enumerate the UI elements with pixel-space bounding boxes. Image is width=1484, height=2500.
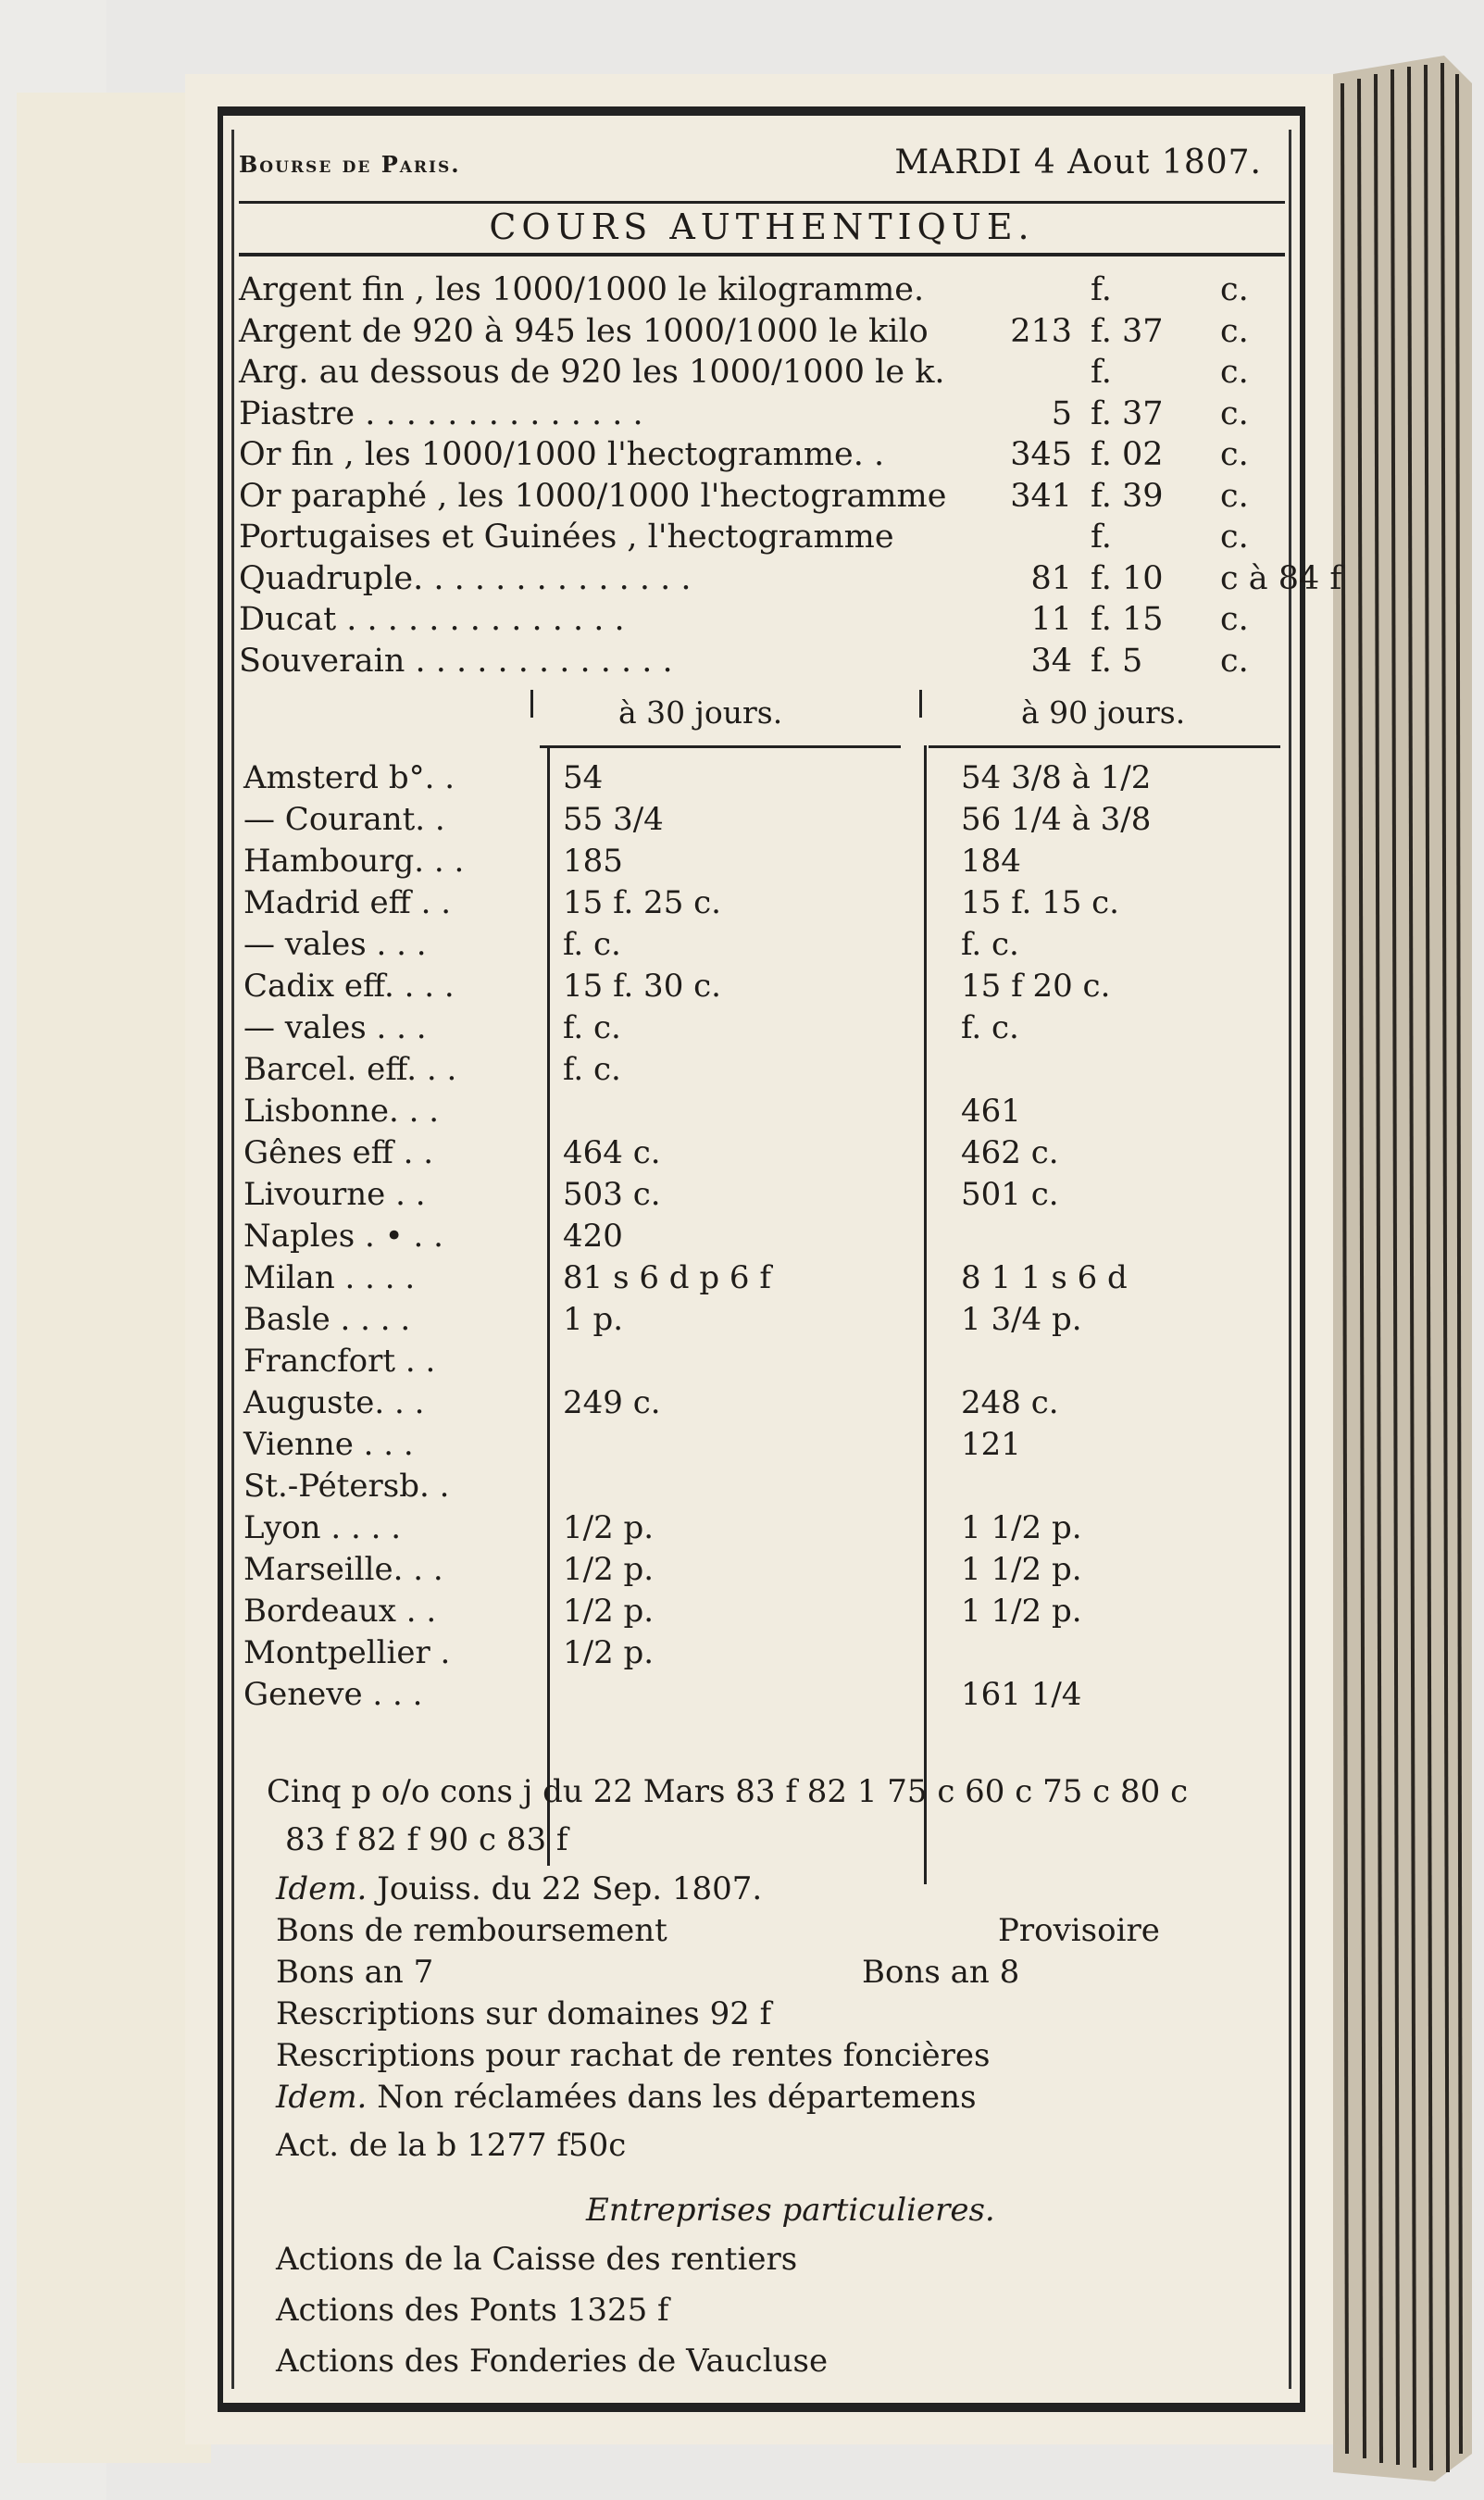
- metal-row: [239, 559, 1342, 601]
- metal-label: Quadruple. . . . . . . . . . . . . .: [239, 559, 692, 597]
- exchange-row: [239, 1218, 1285, 1258]
- rate-90-jours: f. c.: [961, 926, 1019, 963]
- bons-an-8: Bons an 8: [862, 1954, 1020, 1991]
- metal-row: [239, 395, 1285, 436]
- metal-label: Or paraphé , les 1000/1000 l'hectogramme: [239, 477, 947, 515]
- exchange-place: Montpellier .: [243, 1634, 451, 1671]
- metal-row: [239, 354, 1285, 394]
- metal-label: Ducat . . . . . . . . . . . . . .: [239, 601, 625, 638]
- header-rule: [239, 201, 1285, 204]
- bons-an-7: Bons an 7: [276, 1954, 434, 1991]
- exchange-row: [239, 1426, 1285, 1467]
- exchange-row: [239, 1301, 1285, 1342]
- metal-label: Portugaises et Guinées , l'hectogramme: [239, 519, 894, 556]
- exchange-place: Auguste. . .: [243, 1384, 425, 1421]
- exchange-row: [239, 759, 1285, 800]
- idem-label: Idem.: [276, 1870, 368, 1907]
- exchange-row: [239, 1134, 1285, 1175]
- metal-centimes: c.: [1220, 271, 1249, 308]
- exchange-row: [239, 1676, 1285, 1717]
- rate-30-jours: 464 c.: [563, 1134, 661, 1171]
- rate-90-jours: 461: [961, 1093, 1021, 1130]
- exchange-place: Gênes eff . .: [243, 1134, 434, 1171]
- rate-90-jours: 15 f 20 c.: [961, 968, 1111, 1005]
- metal-centimes: c.: [1220, 394, 1249, 432]
- idem-text: Jouiss. du 22 Sep. 1807.: [377, 1870, 763, 1907]
- metal-row: [239, 271, 1285, 312]
- exchange-place: Lisbonne. . .: [243, 1093, 440, 1130]
- metal-row: [239, 313, 1285, 354]
- rate-30-jours: 55 3/4: [563, 801, 664, 838]
- rate-30-jours: 1/2 p.: [563, 1634, 655, 1671]
- rate-30-jours: f. c.: [563, 926, 621, 963]
- metal-centimes: c.: [1220, 312, 1249, 350]
- rate-30-jours: f. c.: [563, 1009, 621, 1046]
- rate-90-jours: 161 1/4: [961, 1676, 1082, 1713]
- col-divider-top-mid: [919, 690, 922, 718]
- idem2-text: Non réclamées dans les départemens: [377, 2079, 977, 2116]
- metal-label: Argent de 920 à 945 les 1000/1000 le kilo: [239, 312, 929, 350]
- metal-francs: f. 37: [1091, 394, 1164, 432]
- metal-amount: 213: [1010, 312, 1072, 350]
- actions-fonderies: Actions des Fonderies de Vaucluse: [276, 2343, 829, 2380]
- exchange-place: Marseille. . .: [243, 1551, 443, 1588]
- metal-francs: f. 02: [1091, 436, 1164, 473]
- rate-90-jours: 248 c.: [961, 1384, 1059, 1421]
- exchange-place: Bordeaux . .: [243, 1593, 437, 1630]
- exchange-place: Geneve . . .: [243, 1676, 423, 1713]
- exchange-row: [239, 1343, 1285, 1383]
- header-date: MARDI 4 Aout 1807.: [894, 144, 1262, 181]
- actions-caisse: Actions de la Caisse des rentiers: [276, 2241, 798, 2278]
- rate-30-jours: 15 f. 30 c.: [563, 968, 721, 1005]
- rate-90-jours: 462 c.: [961, 1134, 1059, 1171]
- col-30-jours: à 30 jours.: [618, 694, 783, 731]
- metal-centimes: c.: [1220, 436, 1249, 473]
- metal-amount: 5: [1051, 394, 1072, 432]
- idem-jouiss: [276, 1870, 762, 1907]
- page-title: COURS AUTHENTIQUE.: [489, 206, 1035, 247]
- exchange-place: Barcel. eff. . .: [243, 1051, 457, 1088]
- actions-ponts: Actions des Ponts 1325 f: [276, 2292, 669, 2329]
- metal-francs: f.: [1091, 354, 1112, 391]
- col-90-jours: à 90 jours.: [1021, 694, 1186, 731]
- idem2-label: Idem.: [276, 2079, 368, 2116]
- rate-90-jours: 121: [961, 1426, 1021, 1463]
- metal-francs: f. 5: [1091, 642, 1143, 680]
- rate-30-jours: 420: [563, 1218, 623, 1255]
- rate-90-jours: 1 1/2 p.: [961, 1593, 1082, 1630]
- rate-30-jours: 503 c.: [563, 1176, 661, 1213]
- metal-amount: 34: [1030, 642, 1072, 680]
- metal-label: Arg. au dessous de 920 les 1000/1000 le k.: [239, 354, 945, 391]
- adjacent-page: [17, 93, 211, 2463]
- metal-label: Piastre . . . . . . . . . . . . . .: [239, 394, 643, 432]
- metal-centimes: c.: [1220, 601, 1249, 638]
- exchange-row: [239, 926, 1285, 967]
- rescriptions-rachat: Rescriptions pour rachat de rentes foncières: [276, 2037, 991, 2074]
- metal-francs: f.: [1091, 271, 1112, 308]
- exchange-row: [239, 1509, 1285, 1550]
- header-left: Bourse de Paris.: [239, 151, 461, 178]
- rate-30-jours: 185: [563, 843, 623, 880]
- exchange-row: [239, 1051, 1285, 1092]
- metal-row: [239, 643, 1285, 683]
- bons-remboursement: Bons de remboursement: [276, 1912, 667, 1949]
- exchange-row: [239, 968, 1285, 1008]
- exchange-place: Hambourg. . .: [243, 843, 465, 880]
- exchange-place: Milan . . . .: [243, 1259, 416, 1296]
- rate-30-jours: 249 c.: [563, 1384, 661, 1421]
- exchange-row: [239, 843, 1285, 883]
- exchange-row: [239, 801, 1285, 842]
- exchange-row: [239, 1384, 1285, 1425]
- rate-30-jours: 1 p.: [563, 1301, 624, 1338]
- exchange-place: — Courant. .: [243, 801, 445, 838]
- rate-90-jours: f. c.: [961, 1009, 1019, 1046]
- actions-banque: Act. de la b 1277 f50c: [276, 2127, 627, 2164]
- rescriptions-domaines: Rescriptions sur domaines 92 f: [276, 1995, 772, 2032]
- exchange-row: [239, 1551, 1285, 1592]
- metal-centimes: c.: [1220, 354, 1249, 391]
- exchange-place: Madrid eff . .: [243, 884, 452, 921]
- exchange-row: [239, 1259, 1285, 1300]
- exchange-place: — vales . . .: [243, 926, 427, 963]
- metal-row: [239, 601, 1285, 642]
- exchange-place: Livourne . .: [243, 1176, 426, 1213]
- rate-30-jours: 81 s 6 d p 6 f: [563, 1259, 771, 1296]
- metal-francs: f.: [1091, 519, 1112, 556]
- exchange-row: [239, 1593, 1285, 1633]
- metal-francs: f. 15: [1091, 601, 1164, 638]
- metal-amount: 345: [1010, 436, 1072, 473]
- exchange-row: [239, 884, 1285, 925]
- funds-line-2: 83 f 82 f 90 c 83 f: [285, 1821, 568, 1858]
- exchange-row: [239, 1634, 1285, 1675]
- metal-centimes: c.: [1220, 642, 1249, 680]
- metal-label: Or fin , les 1000/1000 l'hectogramme. .: [239, 436, 885, 473]
- rate-90-jours: 1 1/2 p.: [961, 1509, 1082, 1546]
- rate-30-jours: 1/2 p.: [563, 1551, 655, 1588]
- col-divider-top-left: [530, 690, 533, 718]
- rate-90-jours: 501 c.: [961, 1176, 1059, 1213]
- metal-amount: 81: [1030, 559, 1072, 597]
- metal-centimes: c à 84 f: [1220, 559, 1342, 597]
- idem-non-reclamees: [276, 2079, 977, 2116]
- rate-30-jours: 1/2 p.: [563, 1509, 655, 1546]
- rate-30-jours: 54: [563, 759, 604, 796]
- metal-row: [239, 478, 1285, 519]
- metal-amount: 11: [1030, 601, 1072, 638]
- exchange-place: Naples . • . .: [243, 1218, 443, 1255]
- rate-90-jours: 1 3/4 p.: [961, 1301, 1082, 1338]
- rate-30-jours: f. c.: [563, 1051, 621, 1088]
- exchange-row: [239, 1176, 1285, 1217]
- col90-rule: [929, 745, 1280, 748]
- rate-90-jours: 56 1/4 à 3/8: [961, 801, 1152, 838]
- title-rule: [239, 253, 1285, 256]
- provisoire: Provisoire: [998, 1912, 1160, 1949]
- metal-amount: 341: [1010, 477, 1072, 515]
- metal-label: Souverain . . . . . . . . . . . . .: [239, 642, 673, 680]
- col30-rule: [540, 745, 901, 748]
- metal-row: [239, 519, 1285, 559]
- funds-line-1: Cinq p o/o cons j du 22 Mars 83 f 82 1 75 c 60 c 75 c 80 c: [267, 1773, 1189, 1810]
- metal-francs: f. 39: [1091, 477, 1164, 515]
- metal-centimes: c.: [1220, 477, 1249, 515]
- entreprises-heading: Entreprises particulieres.: [586, 2192, 995, 2229]
- book-page-edges: [1333, 46, 1484, 2491]
- header: [239, 144, 1290, 190]
- exchange-place: St.-Pétersb. .: [243, 1468, 450, 1505]
- metal-centimes: c.: [1220, 519, 1249, 556]
- exchange-place: Francfort . .: [243, 1343, 436, 1380]
- exchange-place: Cadix eff. . . .: [243, 968, 455, 1005]
- exchange-row: [239, 1468, 1285, 1508]
- rate-90-jours: 1 1/2 p.: [961, 1551, 1082, 1588]
- exchange-row: [239, 1009, 1285, 1050]
- rate-90-jours: 184: [961, 843, 1021, 880]
- exchange-place: Vienne . . .: [243, 1426, 414, 1463]
- metal-francs: f. 10: [1091, 559, 1164, 597]
- rate-30-jours: 1/2 p.: [563, 1593, 655, 1630]
- metal-row: [239, 436, 1285, 477]
- exchange-place: Lyon . . . .: [243, 1509, 402, 1546]
- metal-francs: f. 37: [1091, 312, 1164, 350]
- rate-90-jours: 54 3/8 à 1/2: [961, 759, 1152, 796]
- rate-90-jours: 15 f. 15 c.: [961, 884, 1119, 921]
- exchange-place: — vales . . .: [243, 1009, 427, 1046]
- exchange-place: Amsterd b°. .: [243, 759, 455, 796]
- exchange-place: Basle . . . .: [243, 1301, 411, 1338]
- exchange-row: [239, 1093, 1285, 1133]
- metal-label: Argent fin , les 1000/1000 le kilogramme.: [239, 271, 925, 308]
- rate-30-jours: 15 f. 25 c.: [563, 884, 721, 921]
- rate-90-jours: 8 1 1 s 6 d: [961, 1259, 1128, 1296]
